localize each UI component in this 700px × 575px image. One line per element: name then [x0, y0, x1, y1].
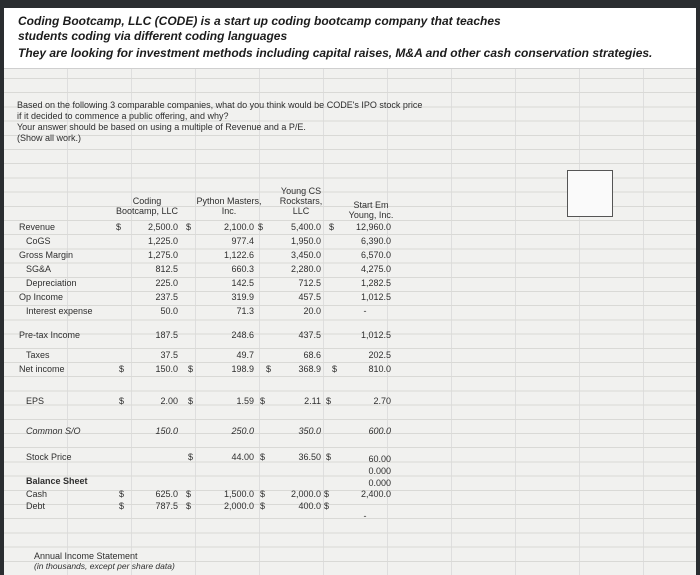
cell-value[interactable]: 50.0 — [160, 306, 178, 316]
cell-value[interactable]: 2,100.0 — [223, 222, 254, 232]
cell-value[interactable]: - — [363, 511, 367, 521]
header-banner — [4, 8, 696, 69]
col-header-line: Start Em — [353, 200, 389, 210]
label-stock-price: Stock Price — [26, 452, 72, 462]
dollar-sign: $ — [188, 396, 194, 406]
cell-value[interactable]: 1,950.0 — [290, 236, 321, 246]
label-op-income: Op Income — [19, 292, 64, 302]
col-header-line: LLC — [292, 206, 310, 216]
dollar-sign: $ — [119, 364, 125, 374]
cell-value[interactable]: 4,275.0 — [360, 264, 391, 274]
prompt-line-3: Your answer should be based on using a multiple of Revenue and a P/E. — [17, 122, 306, 132]
cell-value[interactable]: 36.50 — [298, 452, 321, 462]
label-sga: SG&A — [26, 264, 52, 274]
cell-value[interactable]: 812.5 — [155, 264, 178, 274]
cell-value[interactable]: 37.5 — [160, 350, 178, 360]
label-taxes: Taxes — [26, 350, 50, 360]
col-header-line: Python Masters, — [196, 196, 262, 206]
statement-footer — [34, 551, 175, 571]
dollar-sign: $ — [119, 501, 125, 511]
col-header-coding-bootcamp — [112, 196, 182, 216]
cell-value[interactable]: 2,000.0 — [290, 489, 321, 499]
label-revenue: Revenue — [19, 222, 56, 232]
cell-value[interactable]: 187.5 — [155, 330, 178, 340]
cell-value[interactable]: 2.00 — [160, 396, 178, 406]
cell-value[interactable]: 1,012.5 — [360, 292, 391, 302]
cell-value[interactable]: 202.5 — [368, 350, 391, 360]
cell-value[interactable]: 3,450.0 — [290, 250, 321, 260]
cell-value[interactable]: 1,012.5 — [360, 330, 391, 340]
dollar-sign: $ — [326, 452, 332, 462]
dollar-sign: $ — [266, 364, 272, 374]
footer-line-1: Annual Income Statement — [34, 551, 138, 561]
label-depreciation: Depreciation — [26, 278, 77, 288]
cell-value[interactable]: 225.0 — [155, 278, 178, 288]
label-eps: EPS — [26, 396, 45, 406]
dollar-sign: $ — [188, 364, 194, 374]
cell-value[interactable]: 350.0 — [298, 426, 321, 436]
col-header-line: Young CS — [280, 186, 322, 196]
cell-value[interactable]: 248.6 — [231, 330, 254, 340]
cell-value[interactable]: 457.5 — [298, 292, 321, 302]
spreadsheet[interactable] — [4, 8, 696, 575]
cell-value[interactable]: 437.5 — [298, 330, 321, 340]
cell-value[interactable]: 712.5 — [298, 278, 321, 288]
dollar-sign: $ — [186, 501, 192, 511]
dollar-sign: $ — [260, 452, 266, 462]
dollar-sign: $ — [326, 396, 332, 406]
cell-value[interactable]: - — [363, 306, 367, 316]
label-gross-margin: Gross Margin — [19, 250, 74, 260]
dollar-sign: $ — [186, 222, 192, 232]
label-pretax-income: Pre-tax Income — [19, 330, 81, 340]
label-balance-sheet: Balance Sheet — [26, 476, 88, 486]
cell-value[interactable]: 319.9 — [231, 292, 254, 302]
cell-value[interactable]: 810.0 — [368, 364, 391, 374]
dollar-sign: $ — [119, 396, 125, 406]
cell-value[interactable]: 142.5 — [231, 278, 254, 288]
label-cogs: CoGS — [26, 236, 51, 246]
cell-value[interactable]: 625.0 — [155, 489, 178, 499]
label-net-income: Net income — [19, 364, 65, 374]
cell-value[interactable]: 660.3 — [231, 264, 254, 274]
cell-value[interactable]: 71.3 — [236, 306, 254, 316]
cell-value[interactable]: 20.0 — [303, 306, 321, 316]
cell-value[interactable]: 2,400.0 — [360, 489, 391, 499]
dollar-sign: $ — [332, 364, 338, 374]
prompt-line-4: (Show all work.) — [17, 133, 82, 143]
cell-value[interactable]: 0.000 — [368, 478, 391, 488]
banner-line-2: students coding via different coding languages — [18, 29, 288, 43]
cell-value[interactable]: 49.7 — [236, 350, 254, 360]
col-header-line: Rockstars, — [279, 196, 323, 206]
cell-value[interactable]: 6,390.0 — [360, 236, 391, 246]
cell-value[interactable]: 5,400.0 — [290, 222, 321, 232]
question-prompt — [17, 100, 477, 144]
cell-value[interactable]: 2.70 — [373, 396, 391, 406]
col-header-line: Bootcamp, LLC — [115, 206, 179, 216]
cell-value[interactable]: 2,500.0 — [147, 222, 178, 232]
dollar-sign: $ — [329, 222, 335, 232]
dollar-sign: $ — [260, 489, 266, 499]
dollar-sign: $ — [258, 222, 264, 232]
col-header-line: Young, Inc. — [348, 210, 394, 220]
cell-value[interactable]: 198.9 — [231, 364, 254, 374]
label-common-shares: Common S/O — [26, 426, 81, 436]
cell-value[interactable]: 2,000.0 — [223, 501, 254, 511]
dollar-sign: $ — [186, 489, 192, 499]
dollar-sign: $ — [119, 489, 125, 499]
cell-value[interactable]: 400.0 — [298, 501, 321, 511]
dollar-sign: $ — [324, 501, 330, 511]
dollar-sign: $ — [188, 452, 194, 462]
banner-line-1: Coding Bootcamp, LLC (CODE) is a start up coding bootcamp company that teaches — [18, 14, 501, 28]
cell-value[interactable]: 1,275.0 — [147, 250, 178, 260]
label-interest-expense: Interest expense — [26, 306, 93, 316]
cell-value[interactable]: 6,570.0 — [360, 250, 391, 260]
cell-value[interactable]: 1.59 — [236, 396, 254, 406]
dollar-sign: $ — [116, 222, 122, 232]
cell-value[interactable]: 600.0 — [368, 426, 391, 436]
answer-cell[interactable] — [567, 170, 613, 217]
cell-value[interactable]: 1,225.0 — [147, 236, 178, 246]
cell-value[interactable]: 2,280.0 — [290, 264, 321, 274]
cell-value[interactable]: 787.5 — [155, 501, 178, 511]
cell-value[interactable]: 250.0 — [231, 426, 254, 436]
cell-value[interactable]: 150.0 — [155, 364, 178, 374]
dollar-sign: $ — [324, 489, 330, 499]
dollar-sign: $ — [260, 396, 266, 406]
dollar-sign: $ — [260, 501, 266, 511]
cell-value[interactable]: 12,960.0 — [355, 222, 391, 232]
cell-value[interactable]: 1,282.5 — [360, 278, 391, 288]
label-cash: Cash — [26, 489, 48, 499]
cell-value[interactable]: 0.000 — [368, 466, 391, 476]
cell-value[interactable]: 977.4 — [231, 236, 254, 246]
cell-value[interactable]: 44.00 — [231, 452, 254, 462]
prompt-line-2: if it decided to commence a public offering, and why? — [17, 111, 229, 121]
cell-value[interactable]: 60.00 — [368, 454, 391, 464]
cell-value[interactable]: 68.6 — [303, 350, 321, 360]
cell-value[interactable]: 150.0 — [155, 426, 178, 436]
col-header-start-em — [336, 200, 406, 220]
cell-value[interactable]: 368.9 — [298, 364, 321, 374]
cell-value[interactable]: 1,500.0 — [223, 489, 254, 499]
cell-value[interactable]: 2.11 — [304, 396, 321, 406]
footer-line-2: (in thousands, except per share data) — [34, 561, 175, 571]
col-header-python-masters — [184, 196, 274, 216]
cell-value[interactable]: 237.5 — [155, 292, 178, 302]
cell-value[interactable]: 1,122.6 — [223, 250, 254, 260]
banner-line-3: They are looking for investment methods including capital raises, M&A and other cash conservation strategies. — [18, 46, 653, 60]
col-header-line: Coding — [132, 196, 162, 206]
label-debt: Debt — [26, 501, 46, 511]
prompt-line-1: Based on the following 3 comparable companies, what do you think would be CODE's IPO stock price — [17, 100, 423, 110]
col-header-line: Inc. — [221, 206, 237, 216]
col-header-young-cs — [266, 186, 336, 216]
